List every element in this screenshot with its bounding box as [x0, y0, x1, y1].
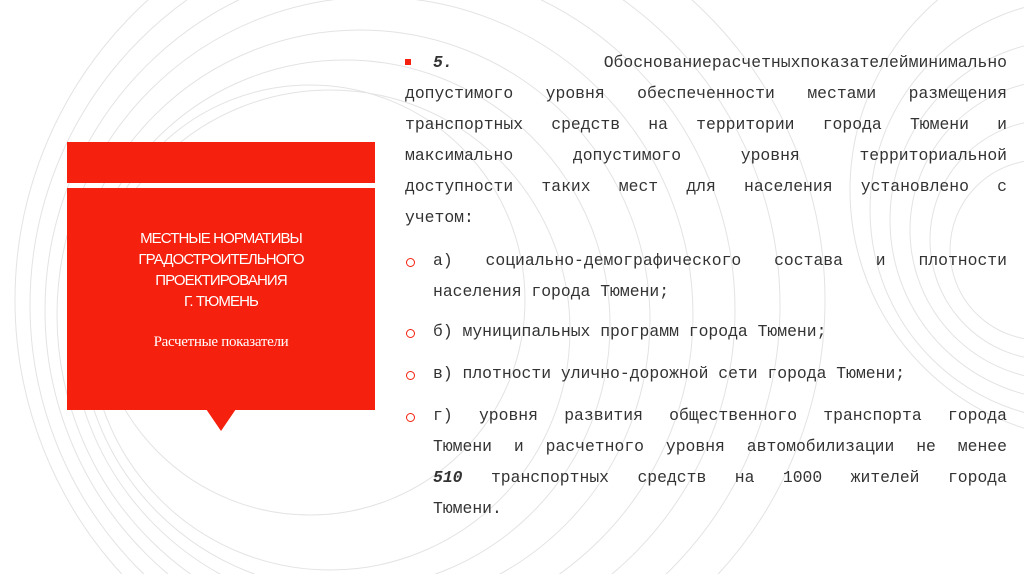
circle-bullet-icon	[406, 371, 415, 380]
word: таких	[541, 177, 591, 196]
word: Тюмени	[433, 437, 493, 456]
word: территориальной	[859, 146, 1007, 165]
word: уровня	[665, 437, 725, 456]
list-item	[433, 245, 1007, 307]
slide-title-line: МЕСТНЫЕ НОРМАТИВЫ	[140, 230, 302, 247]
word: транспорта	[823, 406, 922, 425]
word: и	[875, 251, 886, 270]
circle-bullet-icon	[406, 258, 415, 267]
word: средств	[551, 115, 621, 134]
title-panel-pointer	[206, 409, 236, 431]
word: допустимого	[572, 146, 682, 165]
circle-bullet-icon	[406, 329, 415, 338]
text-line	[405, 109, 1007, 140]
slide-subtitle: Расчетные показатели	[153, 334, 289, 350]
word: с	[997, 177, 1007, 196]
word: развития	[564, 406, 643, 425]
text-line	[604, 47, 1007, 78]
slide-title	[67, 228, 375, 312]
word: расчетного	[545, 437, 644, 456]
text-line: населения города Тюмени;	[433, 282, 670, 301]
text-line: учетом:	[405, 208, 474, 227]
word: транспортных	[490, 468, 609, 487]
red-accent-strip	[67, 142, 375, 183]
word: для	[686, 177, 716, 196]
word: расчетных	[711, 53, 801, 72]
text-line	[433, 400, 1007, 431]
word: социально-демографического	[485, 251, 742, 270]
text-line	[433, 431, 1007, 462]
word: 1000	[782, 468, 823, 487]
word: доступности	[405, 177, 514, 196]
word: минимально	[908, 53, 1007, 72]
word: установлено	[860, 177, 969, 196]
word: максимально	[405, 146, 514, 165]
word: и	[997, 115, 1007, 134]
word: размещения	[908, 84, 1007, 103]
text-line	[405, 140, 1007, 171]
word: местами	[807, 84, 877, 103]
word: Тюмени	[909, 115, 969, 134]
word: города	[947, 406, 1007, 425]
word: уровня	[545, 84, 605, 103]
main-point	[433, 47, 1007, 78]
word: уровня	[478, 406, 538, 425]
text-line	[433, 245, 1007, 276]
word: а)	[433, 251, 453, 270]
word: города	[947, 468, 1007, 487]
list-item	[433, 316, 1007, 347]
word: средств	[637, 468, 707, 487]
text-line	[405, 171, 1007, 202]
word: на	[734, 468, 755, 487]
word: уровня	[740, 146, 800, 165]
text-line: б) муниципальных программ города Тюмени;	[433, 322, 827, 341]
word: не	[916, 437, 936, 456]
square-bullet-icon	[405, 59, 411, 65]
word: на	[648, 115, 668, 134]
main-point-continued	[405, 78, 1007, 233]
word: состава	[774, 251, 843, 270]
word: 510	[433, 468, 463, 487]
point-number: 5.	[433, 53, 453, 72]
text-line	[405, 78, 1007, 109]
text-line: в) плотности улично-дорожной сети города Тюмени;	[433, 364, 906, 383]
slide-title-line: ГРАДОСТРОИТЕЛЬНОГО	[138, 251, 304, 268]
text-line: Тюмени.	[433, 499, 502, 518]
word: менее	[957, 437, 1007, 456]
word: общественного	[669, 406, 798, 425]
word: плотности	[918, 251, 1007, 270]
word: обеспеченности	[637, 84, 775, 103]
word: территории	[696, 115, 795, 134]
word: населения	[744, 177, 833, 196]
circle-bullet-icon	[406, 413, 415, 422]
word: показателей	[800, 53, 909, 72]
word: и	[513, 437, 524, 456]
word: допустимого	[405, 84, 514, 103]
text-line	[433, 462, 1007, 493]
slide-title-line: ПРОЕКТИРОВАНИЯ	[155, 272, 287, 289]
word: жителей	[850, 468, 920, 487]
slide-title-line: Г. ТЮМЕНЬ	[183, 293, 259, 310]
list-item	[433, 358, 1007, 389]
word: г)	[433, 406, 453, 425]
word: Обоснование	[603, 53, 712, 72]
word: автомобилизации	[746, 437, 895, 456]
list-item	[433, 400, 1007, 524]
word: мест	[618, 177, 659, 196]
word: транспортных	[405, 115, 524, 134]
word: города	[822, 115, 882, 134]
